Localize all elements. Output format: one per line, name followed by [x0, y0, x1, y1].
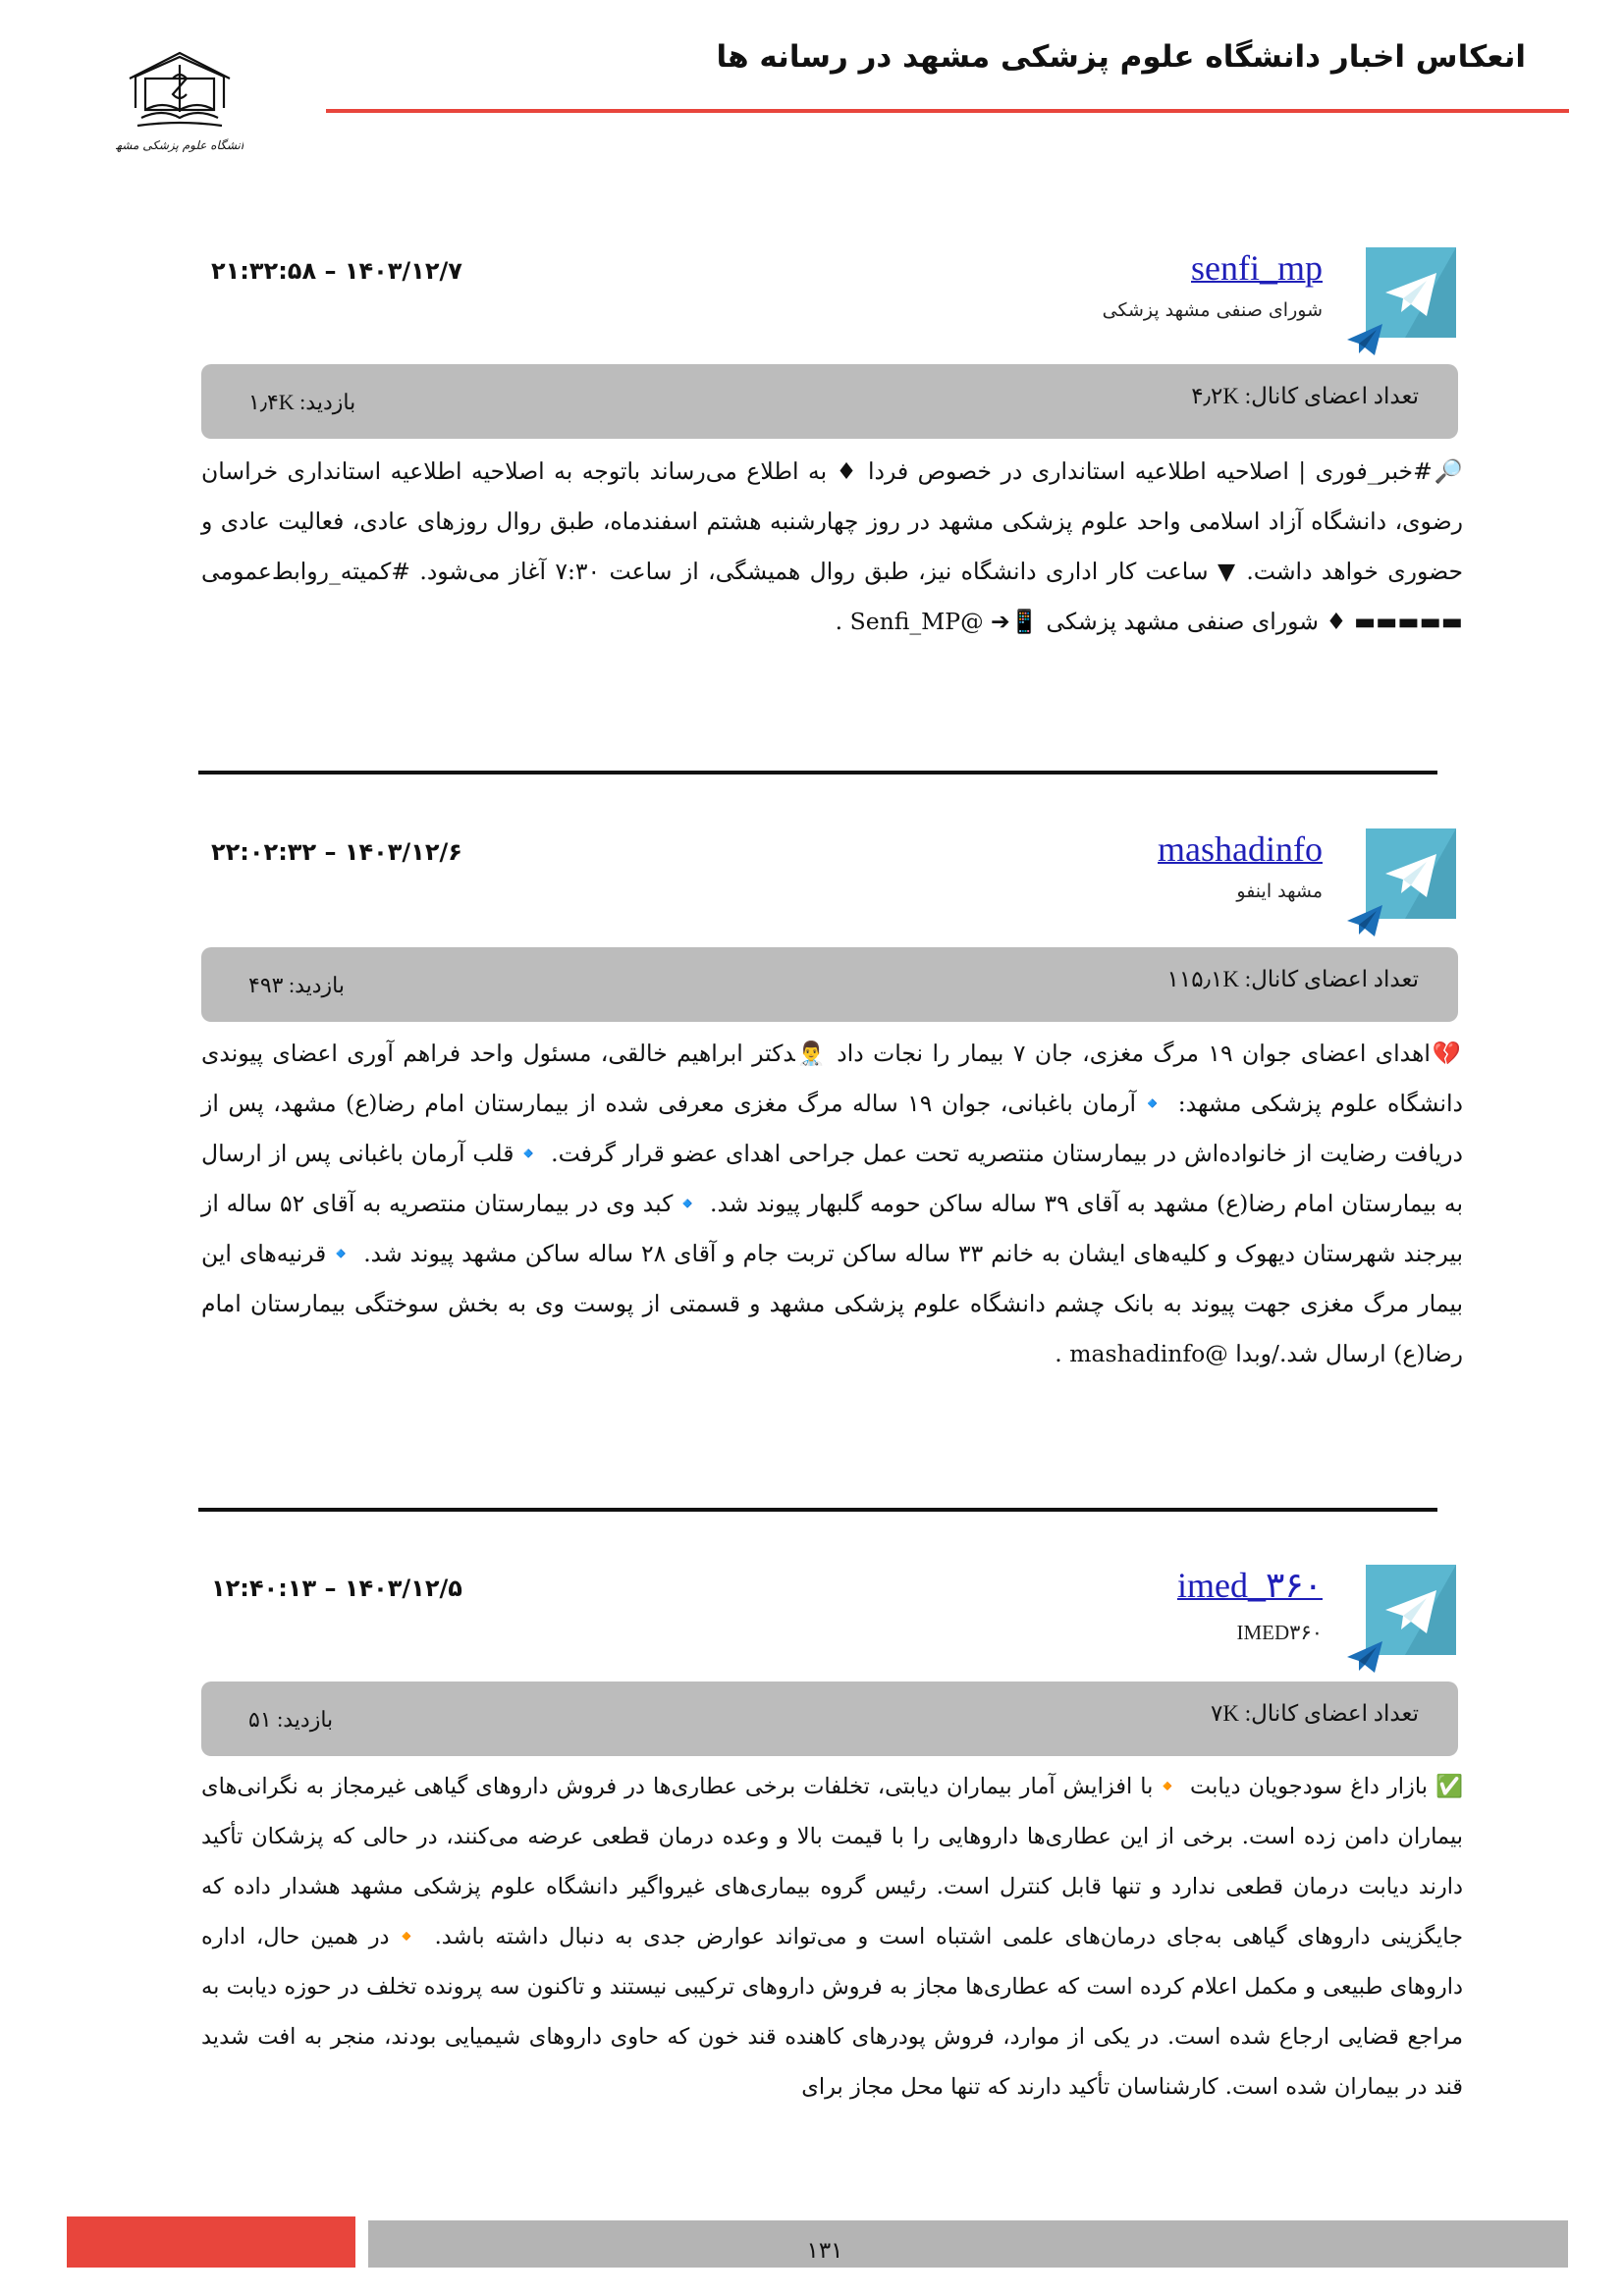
members-count: تعداد اعضای کانال: ۱۱۵٫۱K — [1166, 967, 1419, 991]
stats-bar — [201, 947, 1458, 1022]
header-rule — [326, 109, 1569, 113]
channel-name: شورای صنفی مشهد پزشکی — [1102, 299, 1323, 321]
university-logo — [116, 39, 244, 167]
footer-bar — [368, 2220, 1568, 2268]
page-title: انعکاس اخبار دانشگاه علوم پزشکی مشهد در رسانه ها — [716, 39, 1526, 75]
channel-link[interactable]: mashadinfo — [1158, 829, 1323, 869]
channel-name: مشهد اینفو — [1236, 881, 1323, 902]
post-body: 🔎#خبر_فوری | اصلاحیه اطلاعیه استانداری در خصوص فردا ♦ به اطلاع می‌رساند باتوجه به اصلاحیه اطلاعیه استانداری خراسان رضوی، دانشگاه آزاد اسلامی واحد علوم پزشکی مشهد در روز چهارشنبه هشتم اسفندماه، طبق روال روزهای عادی، فعالیت عادی و حضوری خواهد داشت. ▼ ساعت کار اداری دانشگاه نیز، طبق روال همیشگی، از ساعت ۷:۳۰ آغاز می‌شود. #کمیته_روابط‌عمومی ▬▬▬▬▬ ♦ شورای صنفی مشهد پزشکی 📱➔ @Senfi_MP . — [201, 457, 1463, 635]
channel-name: IMED۳۶۰ — [1236, 1621, 1323, 1644]
telegram-small-icon — [1345, 322, 1384, 357]
views-count: بازدید: ۵۱ — [248, 1707, 334, 1732]
post-divider — [198, 1508, 1437, 1512]
members-count: تعداد اعضای کانال: ۴٫۲K — [1191, 384, 1419, 408]
university-crest-icon — [116, 39, 244, 167]
logo-text: دانشگاه علوم پزشکی مشهد — [116, 138, 244, 152]
post-date: ۱۴۰۳/۱۲/۷ – ۲۱:۳۲:۵۸ — [211, 257, 462, 285]
page-number: ۱۳۱ — [806, 2238, 843, 2264]
views-count: بازدید: ۱٫۴K — [248, 390, 356, 414]
members-count: تعداد اعضای کانال: ۷K — [1211, 1701, 1419, 1726]
post-body: ✅ بازار داغ سودجویان دیابت 🔸با افزایش آمار بیماران دیابتی، تخلفات برخی عطاری‌ها در فروش داروهای گیاهی غیرمجاز به نگرانی‌های بیماران دامن زده است. برخی از این عطاری‌ها داروهایی را با قیمت بالا و وعده درمان قطعی عرضه می‌کنند، در حالی که پزشکان تأکید دارند دیابت درمان قطعی ندارد و تنها قابل کنترل است. رئیس گروه بیماری‌های غیرواگیر دانشگاه علوم پزشکی مشهد هشدار داده که جایگزینی داروهای گیاهی به‌جای درمان‌های علمی اشتباه است و می‌تواند عوارض جدی به دنبال داشته باشد. 🔸در همین حال، اداره داروهای طبیعی و مکمل اعلام کرده است که عطاری‌ها مجاز به فروش داروهای ترکیبی نیستند و تاکنون سه پرونده تخلف در حوزه دیابت به مراجع قضایی ارجاع شده است. در یکی از موارد، فروش پودرهای کاهنده قند خون که حاوی داروهای شیمیایی بودند، منجر به افت شدید قند در بیماران شده است. کارشناسان تأکید دارند که تنها محل مجاز برای — [201, 1774, 1463, 2100]
telegram-small-icon — [1345, 903, 1384, 938]
post-divider — [198, 771, 1437, 774]
post-date: ۱۴۰۳/۱۲/۵ – ۱۲:۴۰:۱۳ — [211, 1575, 462, 1602]
post-body: 💔اهدای اعضای جوان ۱۹ مرگ مغزی، جان ۷ بیمار را نجات داد 👨‍⚕️‍دکتر ابراهیم خالقی، مسئول واحد فراهم آوری اعضای پیوندی دانشگاه علوم پزشکی مشهد: 🔹آرمان باغبانی، جوان ۱۹ ساله مرگ مغزی معرفی شده از بیمارستان امام رضا(ع) مشهد، پس از دریافت رضایت از خانواده‌اش در بیمارستان منتصریه تحت عمل جراحی اهدای عضو قرار گرفت. 🔹قلب آرمان باغبانی پس از ارسال به بیمارستان امام رضا(ع) مشهد به آقای ۳۹ ساله ساکن حومه گلبهار پیوند شد. 🔹کبد وی در بیمارستان منتصریه به آقای ۵۲ ساله از بیرجند شهرستان دیهوک و کلیه‌های ایشان به خانم ۳۳ ساله ساکن تربت جام و آقای ۲۸ ساله ساکن مشهد پیوند شد. 🔹قرنیه‌های این بیمار مرگ مغزی جهت پیوند به بانک چشم دانشگاه علوم پزشکی مشهد و قسمتی از پوست وی به بخش سوختگی بیمارستان امام رضا(ع) ارسال شد./وبدا @mashadinfo . — [201, 1040, 1463, 1367]
stats-bar — [201, 1682, 1458, 1756]
stats-bar — [201, 364, 1458, 439]
channel-link[interactable]: senfi_mp — [1191, 248, 1323, 288]
post-date: ۱۴۰۳/۱۲/۶ – ۲۲:۰۲:۳۲ — [211, 838, 462, 866]
views-count: بازدید: ۴۹۳ — [248, 973, 345, 997]
telegram-small-icon — [1345, 1639, 1384, 1675]
footer-accent-bar — [67, 2216, 355, 2268]
channel-link[interactable]: imed_۳۶۰ — [1177, 1566, 1323, 1605]
